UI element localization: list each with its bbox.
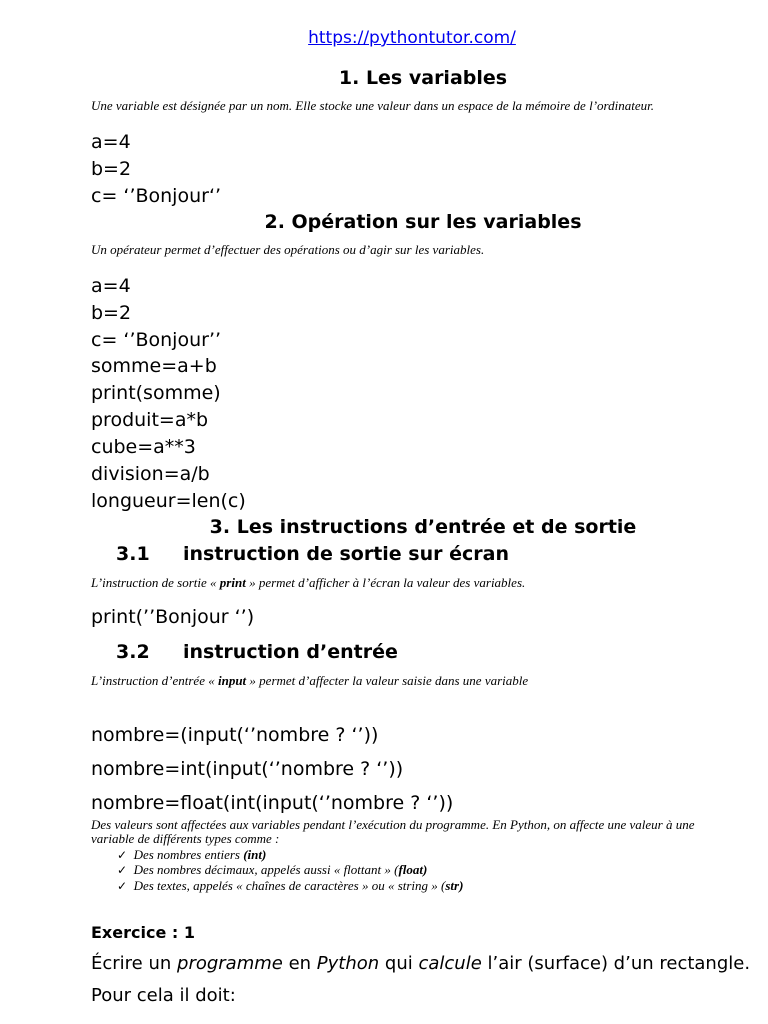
exercise-line-1 [91, 953, 750, 974]
code-line: c= ‘’Bonjour’’ [91, 329, 222, 351]
keyword-input: input [217, 673, 247, 688]
text: en [282, 953, 317, 974]
exercise-line-2: Pour cela il doit: [91, 985, 236, 1006]
code-line: produit=a*b [91, 409, 209, 431]
item-text: Des textes, appelés « chaînes de caractères » ou « string » ( [133, 878, 446, 893]
note-text: » permet d’affecter la valeur saisie dans une variable [246, 673, 529, 688]
subsection-3-1-title: instruction de sortie sur écran [183, 543, 509, 565]
note-text: L’instruction de sortie « [91, 575, 220, 590]
section-1-note: Une variable est désignée par un nom. Elle stocke une valeur dans un espace de la mémoire de l’ordinateur. [91, 98, 654, 113]
code-line: a=4 [91, 275, 131, 297]
item-text: Des nombres entiers [133, 847, 244, 862]
code-line: b=2 [91, 302, 132, 324]
type-list-item [117, 863, 717, 877]
subsection-3-2-number: 3.2 [116, 641, 150, 663]
code-line: print(’’Bonjour ‘’) [91, 606, 255, 628]
type-list-item [117, 848, 717, 862]
item-text: Des nombres décimaux, appelés aussi « flottant » ( [133, 862, 399, 877]
item-keyword: float) [398, 862, 428, 877]
code-line: b=2 [91, 158, 132, 180]
item-keyword: (int) [243, 847, 267, 862]
emphasis: Python [316, 953, 380, 974]
text: l’air (surface) d’un rectangle. [481, 953, 751, 974]
subsection-3-1-note [91, 575, 525, 591]
code-line: nombre=int(input(‘’nombre ? ‘’)) [91, 758, 404, 780]
checkmark-icon: ✓ [117, 879, 128, 893]
note-text: » permet d’afficher à l’écran la valeur des variables. [245, 575, 526, 590]
code-line: nombre=float(int(input(‘’nombre ? ‘’)) [91, 792, 454, 814]
section-2-title: 2. Opération sur les variables [264, 211, 582, 233]
checkmark-icon: ✓ [117, 863, 128, 877]
section-3-title: 3. Les instructions d’entrée et de sortie [209, 516, 637, 538]
keyword-print: print [219, 575, 246, 590]
code-line: nombre=(input(‘’nombre ? ‘’)) [91, 724, 379, 746]
item-keyword: str) [445, 878, 464, 893]
text: qui [379, 953, 419, 974]
code-line: cube=a**3 [91, 436, 196, 458]
type-list-item [117, 879, 717, 893]
section-2-note: Un opérateur permet d’effectuer des opérations ou d’agir sur les variables. [91, 242, 485, 257]
emphasis: programme [177, 953, 283, 974]
note-text: L’instruction d’entrée « [91, 673, 218, 688]
text: Écrire un [91, 953, 178, 974]
section-1-title: 1. Les variables [338, 67, 508, 89]
exercise-label: Exercice : 1 [91, 923, 195, 942]
subsection-3-2-note [91, 673, 528, 689]
code-line: c= ‘’Bonjour‘’ [91, 185, 222, 207]
pythontutor-link[interactable]: https://pythontutor.com/ [308, 28, 516, 48]
code-line: somme=a+b [91, 355, 217, 377]
code-line: division=a/b [91, 463, 210, 485]
types-intro: Des valeurs sont affectées aux variables pendant l’exécution du programme. En Python, on affecte une valeur à une variable de différents types comme : [91, 817, 695, 846]
subsection-3-1-number: 3.1 [116, 543, 150, 565]
code-line: print(somme) [91, 382, 221, 404]
checkmark-icon: ✓ [117, 848, 128, 862]
emphasis: calcule [418, 953, 482, 974]
subsection-3-2-title: instruction d’entrée [183, 641, 398, 663]
code-line: a=4 [91, 131, 131, 153]
code-line: longueur=len(c) [91, 490, 246, 512]
